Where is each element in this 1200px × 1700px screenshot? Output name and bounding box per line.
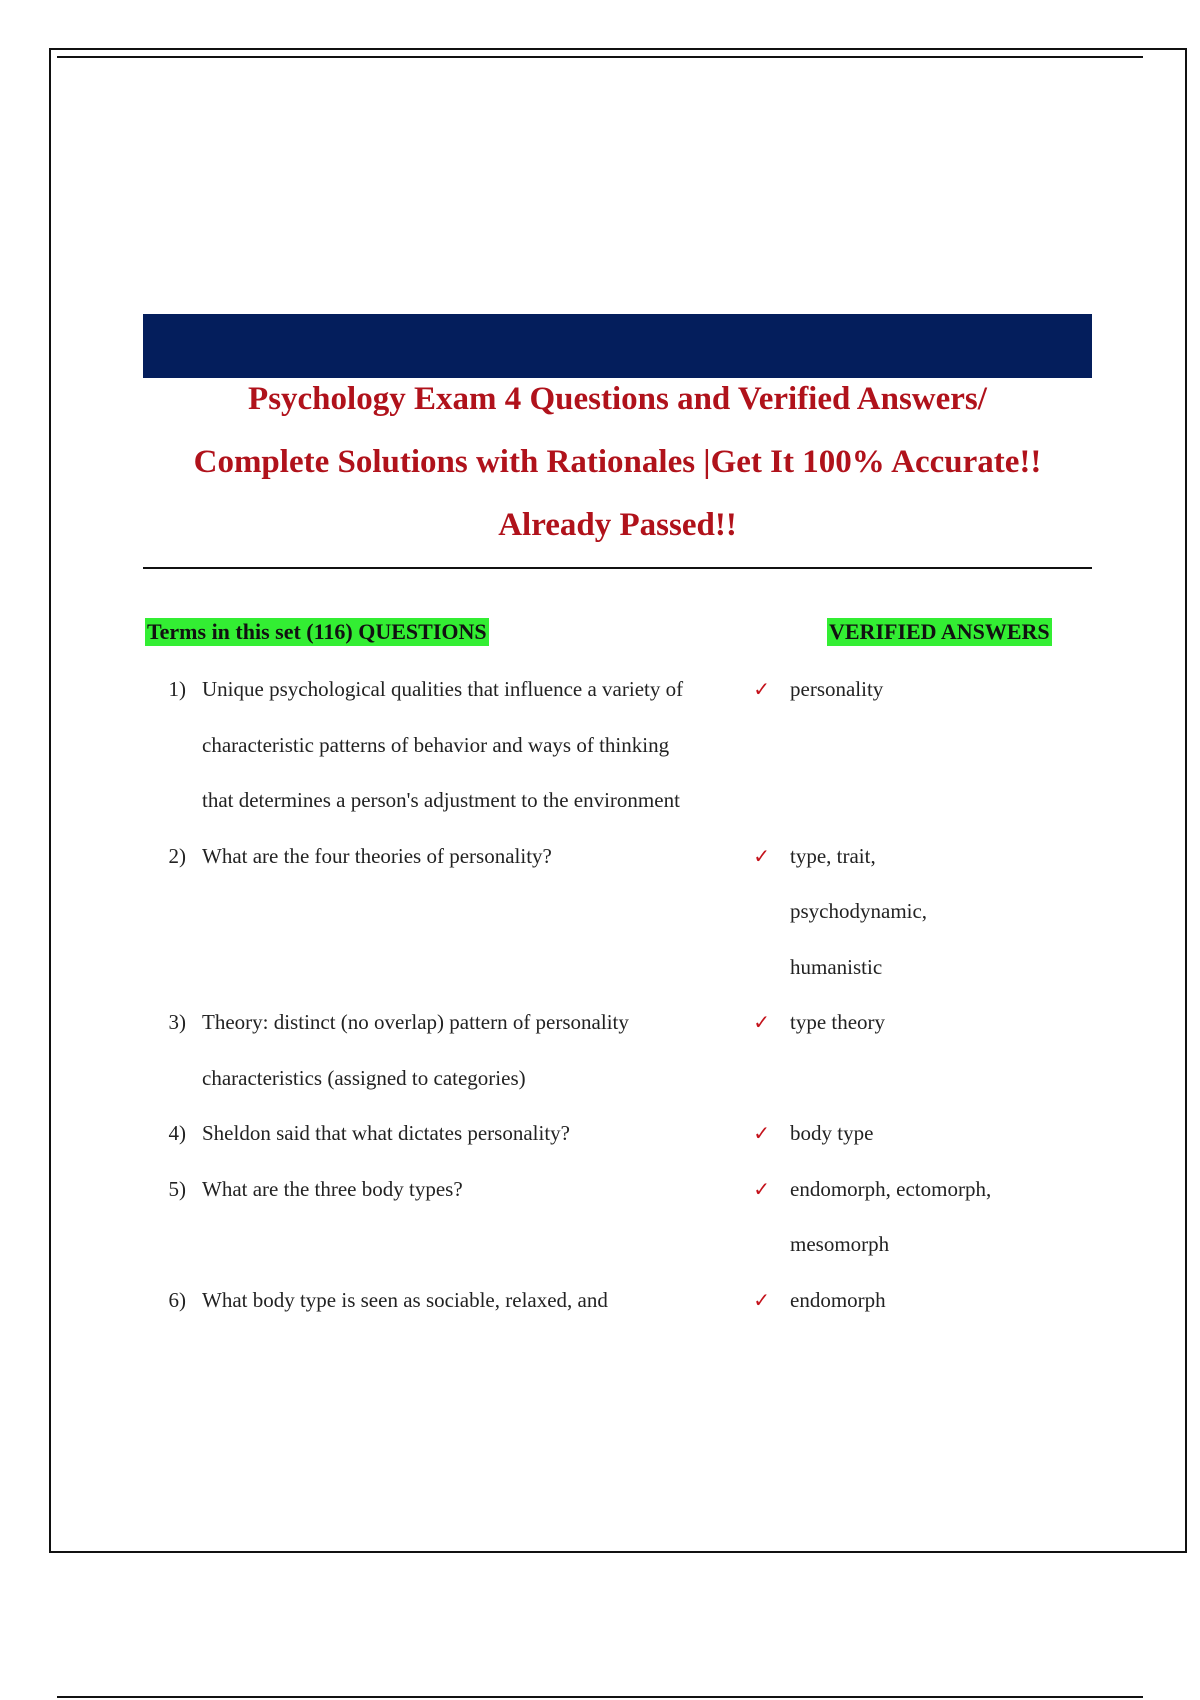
answer-text: personality xyxy=(790,677,884,701)
question-number: 4) xyxy=(168,1121,186,1145)
question-text: Unique psychological qualities that influence a variety of characteristic patterns of behavior and ways of thinking that determines a person's adjustment to the environment xyxy=(202,677,684,812)
header-rule xyxy=(57,56,1143,58)
check-icon: ✓ xyxy=(753,677,770,701)
answer-text: type, trait, psychodynamic, humanistic xyxy=(790,843,928,979)
question-row xyxy=(0,662,1200,829)
check-icon: ✓ xyxy=(753,1121,770,1145)
answer-text: type theory xyxy=(790,1010,886,1034)
title-line-2: Complete Solutions with Rationales |Get It 100% Accurate!! xyxy=(193,444,1042,480)
title-divider xyxy=(143,567,1092,569)
question-number: 1) xyxy=(168,677,186,701)
check-icon: ✓ xyxy=(753,1010,770,1034)
question-list xyxy=(0,662,1200,1328)
question-number: 5) xyxy=(168,1176,186,1201)
question-number: 2) xyxy=(168,843,186,868)
question-number: 6) xyxy=(168,1287,186,1312)
question-row xyxy=(0,995,1200,1106)
question-text: What are the four theories of personality? xyxy=(202,843,552,868)
questions-header: Terms in this set (116) QUESTIONS xyxy=(147,619,487,644)
question-text: Theory: distinct (no overlap) pattern of personality characteristics (assigned to categories) xyxy=(202,1010,629,1090)
question-row xyxy=(0,829,1200,996)
question-row xyxy=(0,1162,1200,1273)
question-text: What body type is seen as sociable, relaxed, and xyxy=(202,1287,608,1312)
title-line-1: Psychology Exam 4 Questions and Verified Answers/ xyxy=(248,381,987,417)
check-icon: ✓ xyxy=(753,1287,770,1312)
answer-text: endomorph xyxy=(790,1287,886,1312)
answer-text: body type xyxy=(790,1121,874,1145)
footer-rule xyxy=(57,1696,1143,1698)
answer-text: endomorph, ectomorph, mesomorph xyxy=(790,1176,992,1256)
answers-header: VERIFIED ANSWERS xyxy=(829,619,1050,644)
question-text: What are the three body types? xyxy=(202,1176,463,1201)
question-number: 3) xyxy=(168,1010,186,1034)
question-text: Sheldon said that what dictates personality? xyxy=(202,1121,570,1145)
document-title xyxy=(143,368,1092,557)
title-line-3: Already Passed!! xyxy=(498,507,737,543)
check-icon: ✓ xyxy=(753,1176,770,1201)
question-row xyxy=(0,1273,1200,1329)
check-icon: ✓ xyxy=(753,843,770,868)
question-row xyxy=(0,1106,1200,1162)
